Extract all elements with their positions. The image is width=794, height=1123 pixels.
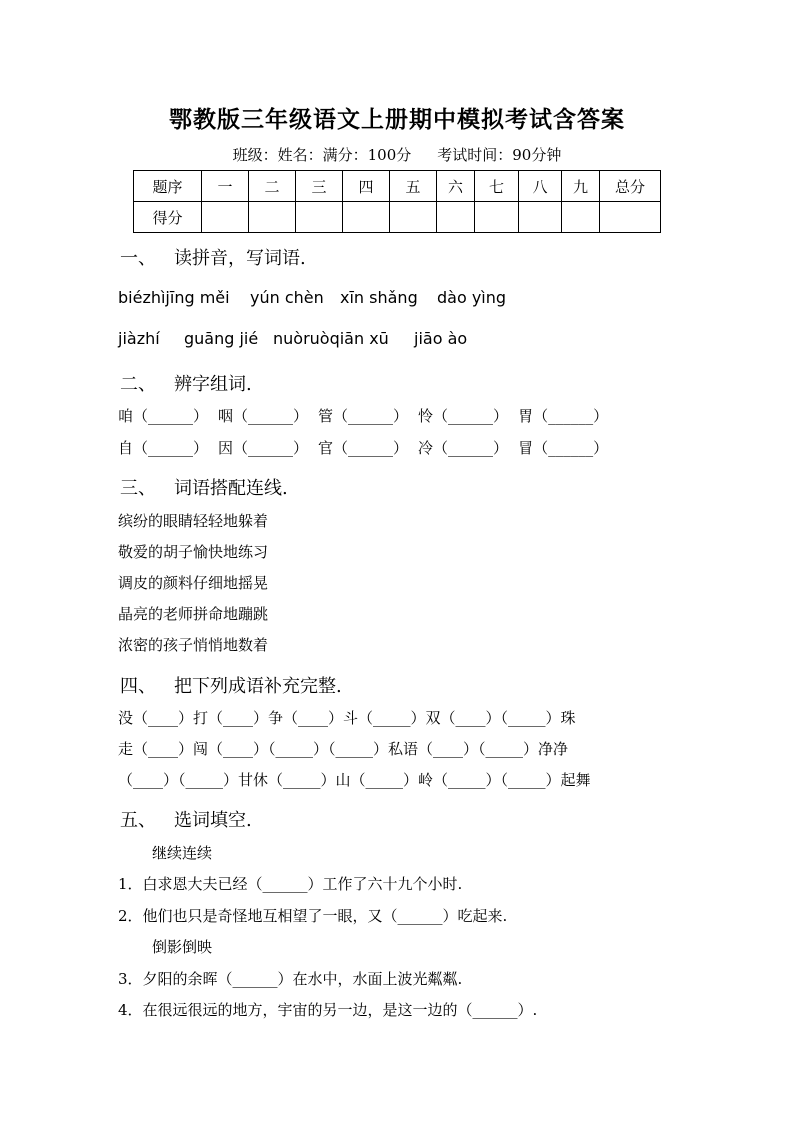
char-blank-item[interactable]: 咽（______） [218, 407, 309, 425]
char-blank-item[interactable]: 管（______） [318, 407, 409, 425]
match-line: 浓密的孩子悄悄地数着 [118, 636, 269, 654]
class-name-score-label: 班级：姓名：满分：100分 [232, 146, 412, 164]
score-table-score-row [134, 202, 661, 233]
exam-info-line [0, 144, 794, 165]
score-header-cell: 四 [343, 171, 390, 202]
score-header-cell: 七 [475, 171, 519, 202]
section-3-heading [120, 474, 288, 500]
score-input-cell[interactable] [343, 202, 390, 233]
score-input-cell[interactable] [249, 202, 296, 233]
match-line: 调皮的颜料仔细地摇晃 [118, 574, 269, 592]
char-blank-item[interactable]: 官（______） [318, 439, 409, 457]
section-title: 把下列成语补充完整. [174, 676, 342, 697]
idiom-line[interactable]: 没（____）打（____）争（____）斗（_____）双（____）（_____）珠 [118, 709, 576, 727]
match-line: 缤纷的眼睛轻轻地躲着 [118, 512, 269, 530]
char-blank-item[interactable]: 咱（______） [118, 407, 209, 425]
score-input-cell[interactable] [519, 202, 562, 233]
word-choice-group-1: 继续连续 [152, 844, 213, 862]
score-header-cell: 三 [296, 171, 343, 202]
section-title: 读拼音，写词语. [174, 248, 306, 269]
section-2-heading [120, 370, 252, 396]
score-input-cell[interactable] [562, 202, 600, 233]
score-header-cell: 八 [519, 171, 562, 202]
section-number: 一、 [120, 248, 156, 269]
score-input-cell[interactable] [202, 202, 249, 233]
section-number: 三、 [120, 478, 156, 499]
idiom-line[interactable]: （____）（_____）甘休（_____）山（_____）岭（_____）（_____）起舞 [118, 771, 591, 789]
score-header-cell: 总分 [600, 171, 661, 202]
char-blank-item[interactable]: 胃（______） [518, 407, 609, 425]
fill-question-3[interactable]: 3．夕阳的余晖（______）在水中，水面上波光粼粼. [118, 970, 463, 988]
char-blank-item[interactable]: 冷（______） [418, 439, 509, 457]
match-line: 敬爱的胡子愉快地练习 [118, 543, 269, 561]
char-blank-item[interactable]: 自（______） [118, 439, 209, 457]
score-table-header-row [134, 171, 661, 202]
pinyin-item: yún chèn [250, 288, 324, 307]
section-4-heading [120, 672, 342, 698]
exam-time-label: 考试时间：90分钟 [437, 146, 562, 164]
idiom-line[interactable]: 走（____）闯（____）（_____）（_____）私语（____）（_____）净净 [118, 740, 569, 758]
page-title: 鄂教版三年级语文上册期中模拟考试含答案 [169, 106, 625, 133]
fill-question-1[interactable]: 1．白求恩大夫已经（______）工作了六十九个小时. [118, 875, 463, 893]
pinyin-item: xīn shǎng [340, 288, 418, 307]
pinyin-item: biézhìjīng měi [118, 288, 230, 307]
score-header-cell: 五 [390, 171, 437, 202]
score-header-cell: 九 [562, 171, 600, 202]
char-blank-item[interactable]: 因（______） [218, 439, 309, 457]
score-row-label: 得分 [134, 202, 202, 233]
char-blank-item[interactable]: 冒（______） [518, 439, 609, 457]
char-row [118, 405, 618, 426]
section-number: 五、 [120, 810, 156, 831]
pinyin-item: guāng jié [184, 329, 259, 348]
pinyin-item: jiàzhí [118, 329, 160, 348]
section-title: 选词填空. [174, 810, 252, 831]
section-5-heading [120, 806, 252, 832]
section-number: 四、 [120, 676, 156, 697]
pinyin-item: jiāo ào [414, 329, 468, 348]
fill-question-2[interactable]: 2．他们也只是奇怪地互相望了一眼，又（______）吃起来. [118, 907, 508, 925]
score-table [133, 170, 661, 233]
section-title: 词语搭配连线. [174, 478, 288, 499]
pinyin-item: dào yìng [437, 288, 507, 307]
fill-question-4[interactable]: 4．在很远很远的地方，宇宙的另一边，是这一边的（______）. [118, 1001, 538, 1019]
char-blank-item[interactable]: 怜（______） [418, 407, 509, 425]
score-input-cell[interactable] [296, 202, 343, 233]
score-header-cell: 题序 [134, 171, 202, 202]
word-choice-group-2: 倒影倒映 [152, 938, 213, 956]
score-header-cell: 二 [249, 171, 296, 202]
char-row [118, 437, 618, 458]
score-input-cell[interactable] [475, 202, 519, 233]
section-1-heading [120, 244, 306, 270]
section-number: 二、 [120, 374, 156, 395]
score-header-cell: 一 [202, 171, 249, 202]
score-header-cell: 六 [437, 171, 475, 202]
match-line: 晶亮的老师拼命地蹦跳 [118, 605, 269, 623]
score-input-cell[interactable] [390, 202, 437, 233]
pinyin-item: nuòruòqiān xū [273, 329, 389, 348]
score-input-cell[interactable] [600, 202, 661, 233]
section-title: 辨字组词. [174, 374, 252, 395]
score-input-cell[interactable] [437, 202, 475, 233]
